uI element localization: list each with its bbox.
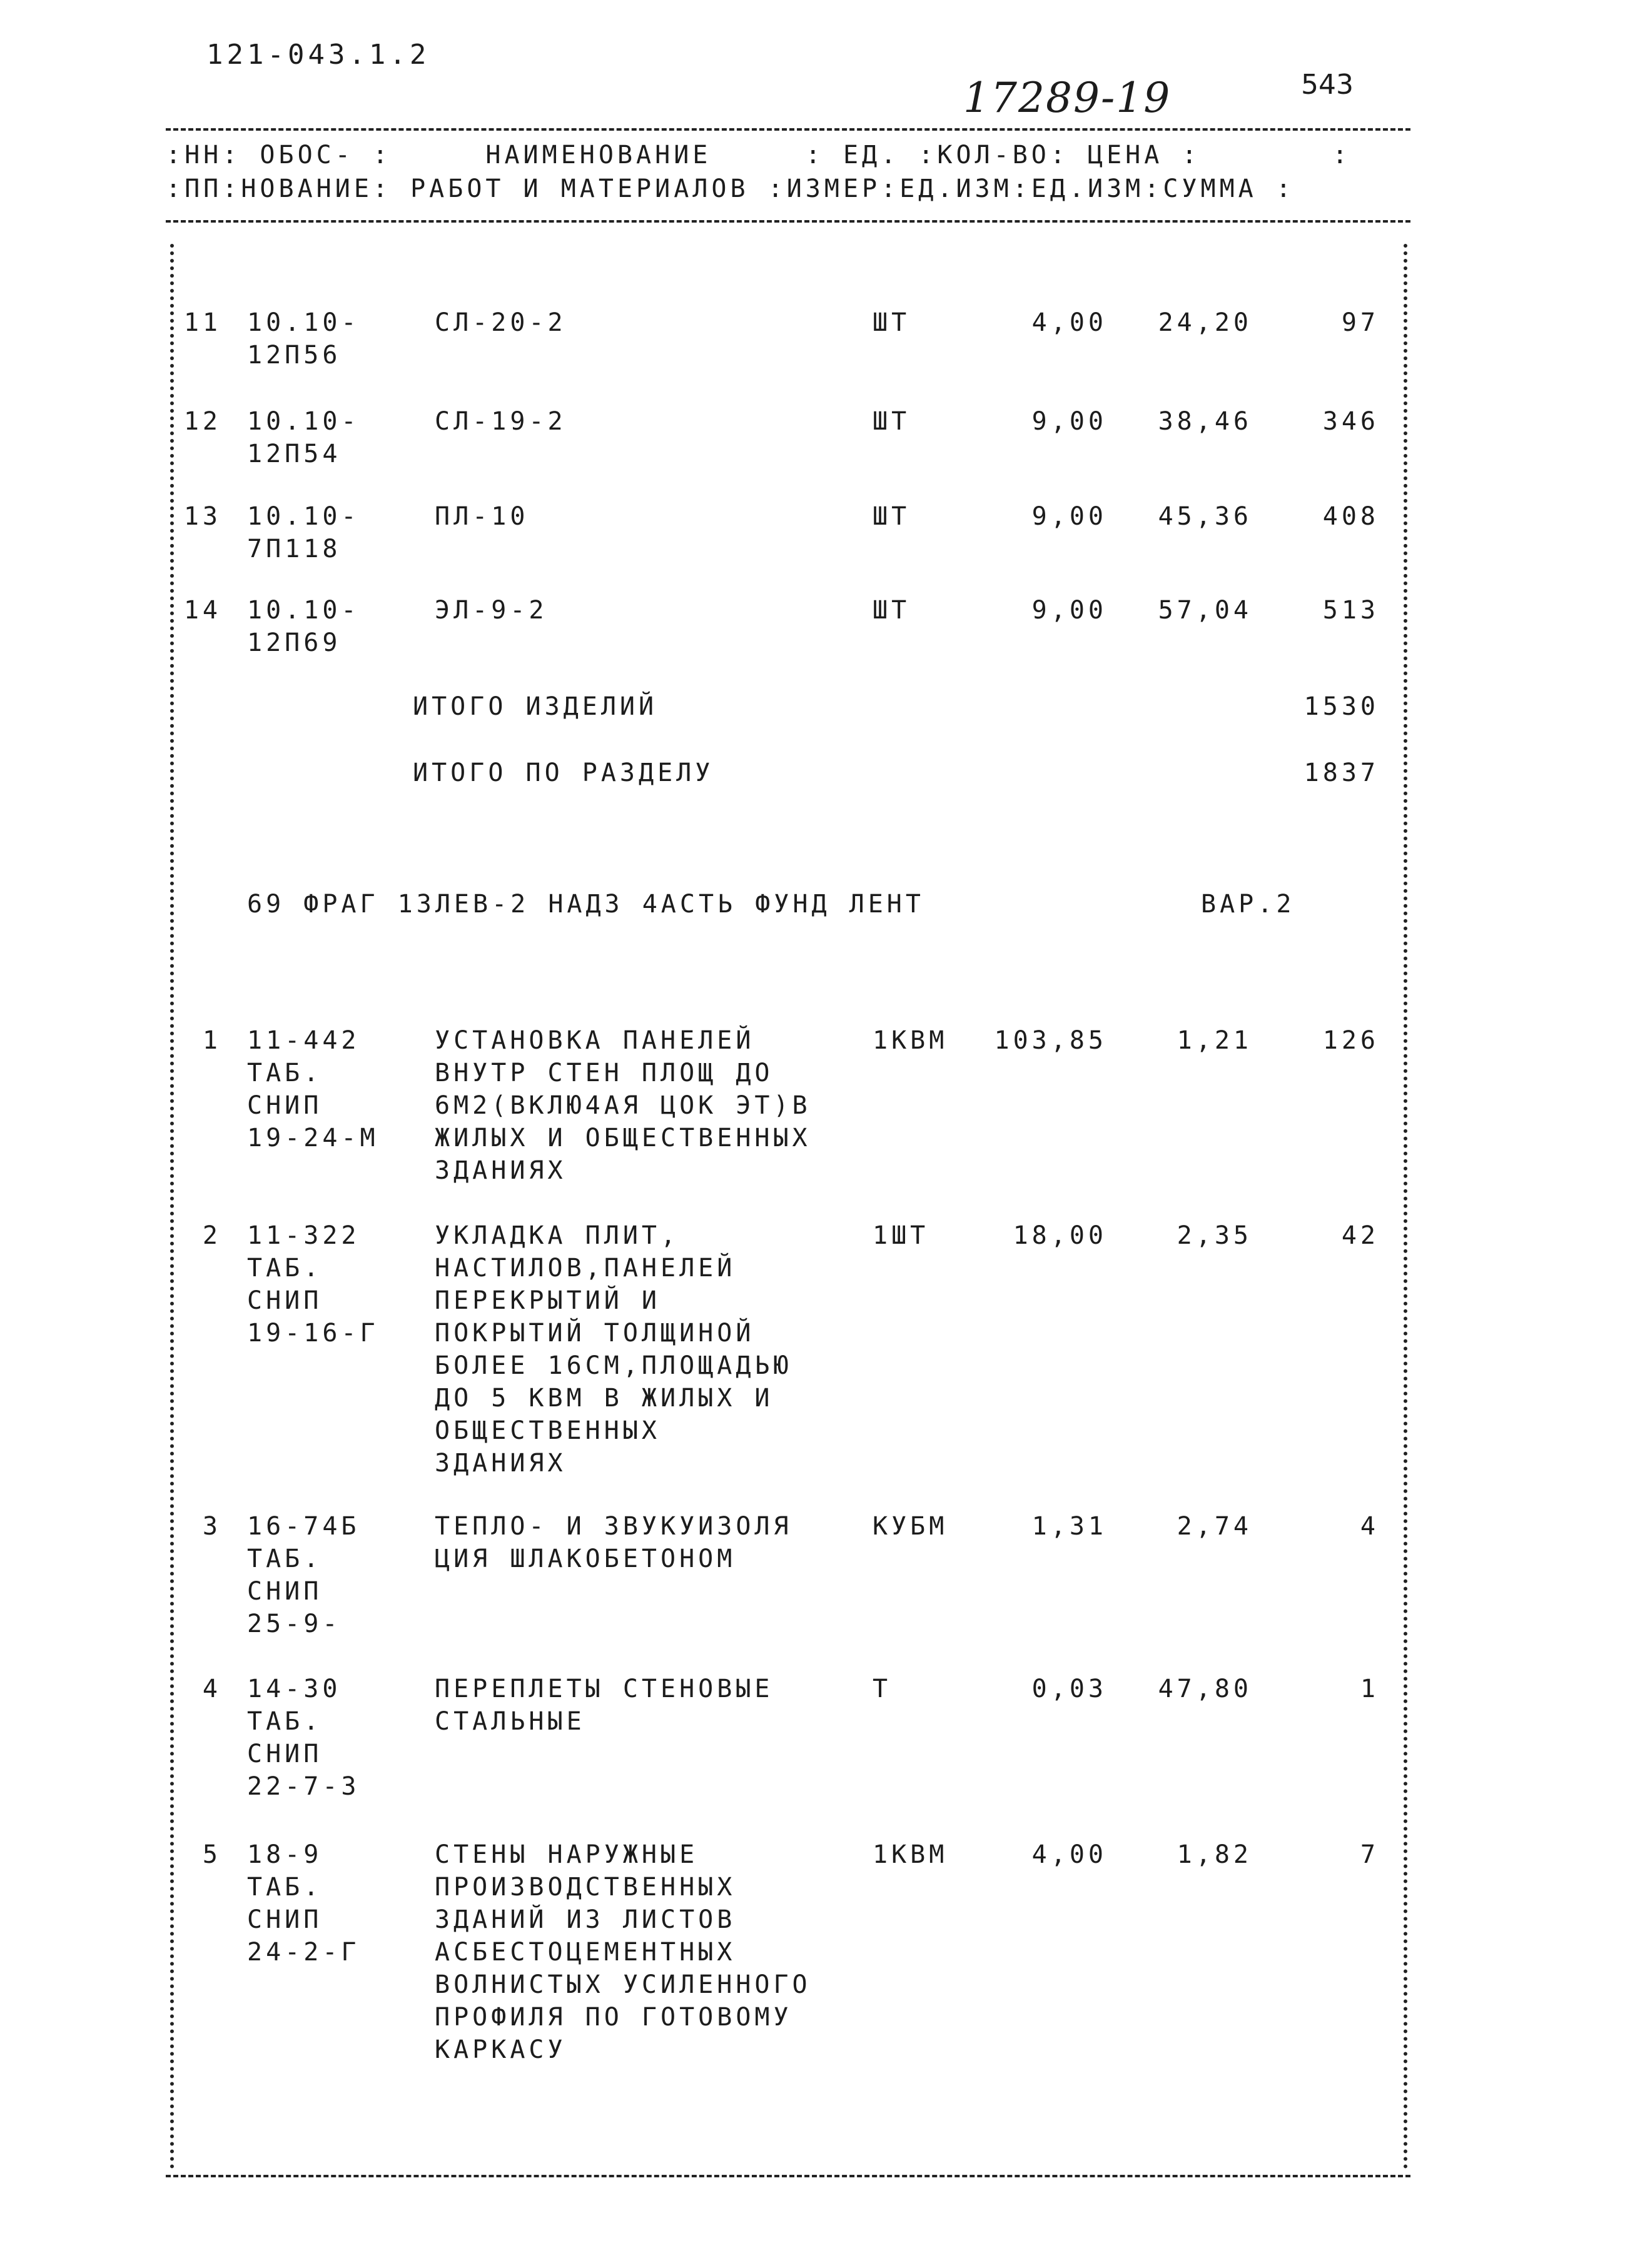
work-description: ЗДАНИЯХ [435, 1156, 567, 1185]
quantity-cell: 4,00 [1031, 308, 1107, 337]
row-number: 13 [183, 502, 221, 531]
sum-cell: 97 [1341, 308, 1379, 337]
justification-code: 19-24-М [247, 1124, 379, 1152]
price-cell: 57,04 [1158, 596, 1252, 625]
justification-code: 18-9 [247, 1840, 323, 1869]
unit-cell: ШТ [873, 407, 911, 436]
header-separator [166, 220, 1410, 223]
work-description: 6М2(ВКЛЮ4АЯ ЦОК ЭТ)В [435, 1091, 811, 1120]
row-number: 3 [202, 1512, 221, 1541]
work-description: СТЕНЫ НАРУЖНЫЕ [435, 1840, 699, 1869]
justification-code: 12П56 [247, 341, 342, 370]
section-title: 69 ФРАГ 13ЛЕВ-2 НАДЗ 4АСТЬ ФУНД ЛЕНТ [247, 890, 924, 919]
total-label: ИТОГО ИЗДЕЛИЙ [413, 692, 658, 721]
quantity-cell: 18,00 [1013, 1221, 1107, 1250]
row-number: 12 [183, 407, 221, 436]
price-cell: 1,82 [1177, 1840, 1252, 1869]
work-description: ЗДАНИЙ ИЗ ЛИСТОВ [435, 1905, 736, 1934]
work-description: СТАЛЬНЫЕ [435, 1707, 585, 1736]
sum-cell: 42 [1341, 1221, 1379, 1250]
price-cell: 47,80 [1158, 1675, 1252, 1703]
unit-cell: ШТ [873, 308, 911, 337]
work-description: ПЕРЕКРЫТИЙ И [435, 1286, 661, 1315]
unit-cell: КУБМ [873, 1512, 948, 1541]
unit-cell: 1КВМ [873, 1026, 948, 1055]
quantity-cell: 9,00 [1031, 407, 1107, 436]
work-description: НАСТИЛОВ,ПАНЕЛЕЙ [435, 1254, 736, 1283]
justification-code: 14-30 [247, 1675, 342, 1703]
bottom-separator [166, 2175, 1410, 2177]
price-cell: 1,21 [1177, 1026, 1252, 1055]
justification-code: СНИП [247, 1905, 323, 1934]
sum-cell: 7 [1360, 1840, 1379, 1869]
left-border [170, 244, 174, 2170]
row-number: 14 [183, 596, 221, 625]
justification-code: ТАБ. [247, 1545, 323, 1573]
unit-cell: ШТ [873, 502, 911, 531]
justification-code: 25-9- [247, 1610, 342, 1638]
work-description: БОЛЕЕ 16СМ,ПЛОЩАДЬЮ [435, 1351, 792, 1380]
unit-cell: 1КВМ [873, 1840, 948, 1869]
work-description: ПРОИЗВОДСТВЕННЫХ [435, 1873, 736, 1902]
work-description: УСТАНОВКА ПАНЕЛЕЙ [435, 1026, 755, 1055]
row-number: 5 [202, 1840, 221, 1869]
row-number: 1 [202, 1026, 221, 1055]
work-description: ЗДАНИЯХ [435, 1449, 567, 1478]
sum-cell: 126 [1322, 1026, 1379, 1055]
justification-code: 7П118 [247, 535, 342, 563]
work-description: ПОКРЫТИЙ ТОЛЩИНОЙ [435, 1319, 755, 1348]
quantity-cell: 9,00 [1031, 502, 1107, 531]
total-sum: 1530 [1304, 692, 1379, 721]
work-description: СЛ-19-2 [435, 407, 567, 436]
justification-code: 10.10- [247, 596, 360, 625]
sum-cell: 1 [1360, 1675, 1379, 1703]
right-border [1404, 244, 1407, 2170]
work-description: ОБЩЕСТВЕННЫХ [435, 1416, 661, 1445]
quantity-cell: 9,00 [1031, 596, 1107, 625]
justification-code: 19-16-Г [247, 1319, 379, 1348]
justification-code: 10.10- [247, 308, 360, 337]
work-description: УКЛАДКА ПЛИТ, [435, 1221, 680, 1250]
price-cell: 38,46 [1158, 407, 1252, 436]
total-label: ИТОГО ПО РАЗДЕЛУ [413, 759, 714, 787]
work-description: ДО 5 КВМ В ЖИЛЫХ И [435, 1384, 774, 1413]
justification-code: 10.10- [247, 502, 360, 531]
justification-code: 12П54 [247, 440, 342, 468]
document-code: 121-043.1.2 [206, 39, 430, 71]
work-description: КАРКАСУ [435, 2035, 567, 2064]
quantity-cell: 0,03 [1031, 1675, 1107, 1703]
justification-code: 24-2-Г [247, 1938, 360, 1967]
top-separator [166, 128, 1410, 131]
quantity-cell: 4,00 [1031, 1840, 1107, 1869]
justification-code: ТАБ. [247, 1873, 323, 1902]
work-description: ВОЛНИСТЫХ УСИЛЕННОГО [435, 1970, 811, 1999]
work-description: ЦИЯ ШЛАКОБЕТОНОМ [435, 1545, 736, 1573]
header-line-1: :НН: ОБОС- : НАИМЕНОВАНИЕ : ЕД. :КОЛ-ВО: ЦЕНА : : [166, 141, 1352, 169]
total-sum: 1837 [1304, 759, 1379, 787]
page-number: 543 [1301, 69, 1354, 101]
price-cell: 2,35 [1177, 1221, 1252, 1250]
work-description: ТЕПЛО- И ЗВУКУИЗОЛЯ [435, 1512, 792, 1541]
price-cell: 45,36 [1158, 502, 1252, 531]
justification-code: 12П69 [247, 628, 342, 657]
work-description: ПЕРЕПЛЕТЫ СТЕНОВЫЕ [435, 1675, 774, 1703]
justification-code: 11-442 [247, 1026, 360, 1055]
justification-code: 22-7-3 [247, 1772, 360, 1801]
justification-code: 11-322 [247, 1221, 360, 1250]
sum-cell: 346 [1322, 407, 1379, 436]
handwritten-number: 17289-19 [963, 74, 1172, 122]
row-number: 2 [202, 1221, 221, 1250]
row-number: 4 [202, 1675, 221, 1703]
price-cell: 2,74 [1177, 1512, 1252, 1541]
work-description: ЭЛ-9-2 [435, 596, 548, 625]
justification-code: СНИП [247, 1577, 323, 1606]
row-number: 11 [183, 308, 221, 337]
justification-code: ТАБ. [247, 1254, 323, 1283]
section-variant: ВАР.2 [1201, 890, 1295, 919]
work-description: ВНУТР СТЕН ПЛОЩ ДО [435, 1059, 774, 1087]
price-cell: 24,20 [1158, 308, 1252, 337]
justification-code: 10.10- [247, 407, 360, 436]
unit-cell: Т [873, 1675, 892, 1703]
justification-code: СНИП [247, 1740, 323, 1768]
unit-cell: 1ШТ [873, 1221, 929, 1250]
sum-cell: 513 [1322, 596, 1379, 625]
work-description: СЛ-20-2 [435, 308, 567, 337]
work-description: АСБЕСТОЦЕМЕНТНЫХ [435, 1938, 736, 1967]
justification-code: СНИП [247, 1286, 323, 1315]
sum-cell: 4 [1360, 1512, 1379, 1541]
sum-cell: 408 [1322, 502, 1379, 531]
work-description: ПРОФИЛЯ ПО ГОТОВОМУ [435, 2003, 792, 2032]
header-line-2: :ПП:НОВАНИЕ: РАБОТ И МАТЕРИАЛОВ :ИЗМЕР:ЕД.ИЗМ:ЕД.ИЗМ:СУММА : [166, 174, 1295, 203]
justification-code: СНИП [247, 1091, 323, 1120]
justification-code: ТАБ. [247, 1707, 323, 1736]
justification-code: ТАБ. [247, 1059, 323, 1087]
work-description: ПЛ-10 [435, 502, 529, 531]
work-description: ЖИЛЫХ И ОБЩЕСТВЕННЫХ [435, 1124, 811, 1152]
quantity-cell: 1,31 [1031, 1512, 1107, 1541]
quantity-cell: 103,85 [994, 1026, 1107, 1055]
unit-cell: ШТ [873, 596, 911, 625]
justification-code: 16-74Б [247, 1512, 360, 1541]
